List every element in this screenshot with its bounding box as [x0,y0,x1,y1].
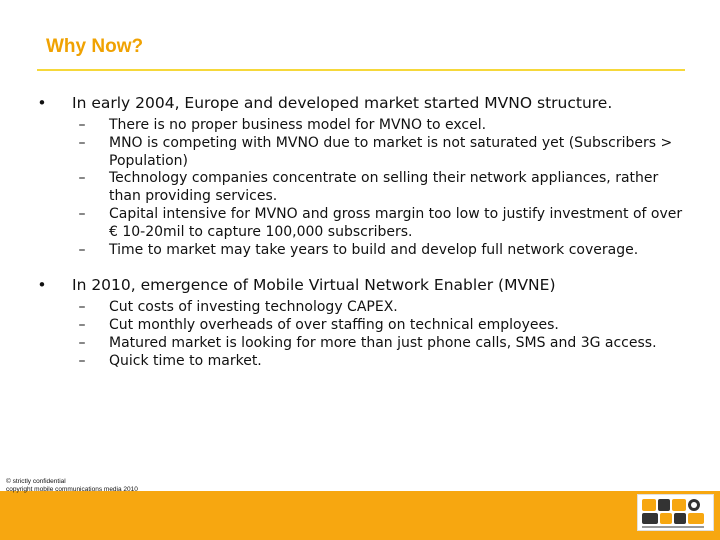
sub-bullet-item [32,206,692,242]
bullet-icon: • [37,276,47,295]
dash-icon: – [78,117,86,133]
sub-bullet-list [32,117,692,259]
dash-icon: – [78,170,86,187]
sub-bullet-item [32,170,692,206]
bullet-text: In 2010, emergence of Mobile Virtual Network Enabler (MVNE) [72,276,556,295]
sub-bullet-text: Cut costs of investing technology CAPEX. [109,299,398,316]
slide-title: Why Now? [46,36,144,57]
company-logo [637,494,714,531]
logo-icon [638,495,713,530]
dash-icon: – [78,205,86,222]
sub-bullet-text: Capital intensive for MVNO and gross margin too low to justify investment of over € 10-20mil to capture 100,000 subscribers. [109,205,683,240]
bullet-icon: • [37,94,47,112]
dash-icon: – [78,134,86,151]
sub-bullet-text: Quick time to market. [109,352,262,369]
sub-bullet-list [32,299,692,370]
footer-text [6,478,138,494]
sub-bullet-text: Time to market may take years to build and develop full network coverage. [109,241,639,258]
slide-content [32,93,692,371]
sub-bullet-text: Cut monthly overheads of over staffing on technical employees. [109,317,559,334]
sub-bullet-item [32,299,692,317]
sub-bullet-item [32,117,692,135]
sub-bullet-text: There is no proper business model for MVNO to excel. [109,117,487,133]
confidential-notice: © strictly confidential [6,478,66,485]
dash-icon: – [78,241,86,258]
sub-bullet-item [32,335,692,353]
dash-icon: – [78,299,86,316]
dash-icon: – [78,352,86,369]
bullet-text: In early 2004, Europe and developed market started MVNO structure. [72,94,613,112]
bullet-item [32,275,692,295]
dash-icon: – [78,317,86,334]
sub-bullet-item [32,353,692,371]
sub-bullet-item [32,135,692,171]
bullet-item [32,93,692,113]
footer-band [0,491,720,540]
sub-bullet-text: MNO is competing with MVNO due to market is not saturated yet (Subscribers > Population) [109,134,673,169]
copyright-notice: copyright mobile communications media 2010 [6,486,138,493]
dash-icon: – [78,334,86,351]
sub-bullet-text: Technology companies concentrate on selling their network appliances, rather than providing services. [109,170,659,205]
title-divider [37,69,685,71]
sub-bullet-item [32,242,692,260]
sub-bullet-item [32,317,692,335]
sub-bullet-text: Matured market is looking for more than just phone calls, SMS and 3G access. [109,334,657,351]
